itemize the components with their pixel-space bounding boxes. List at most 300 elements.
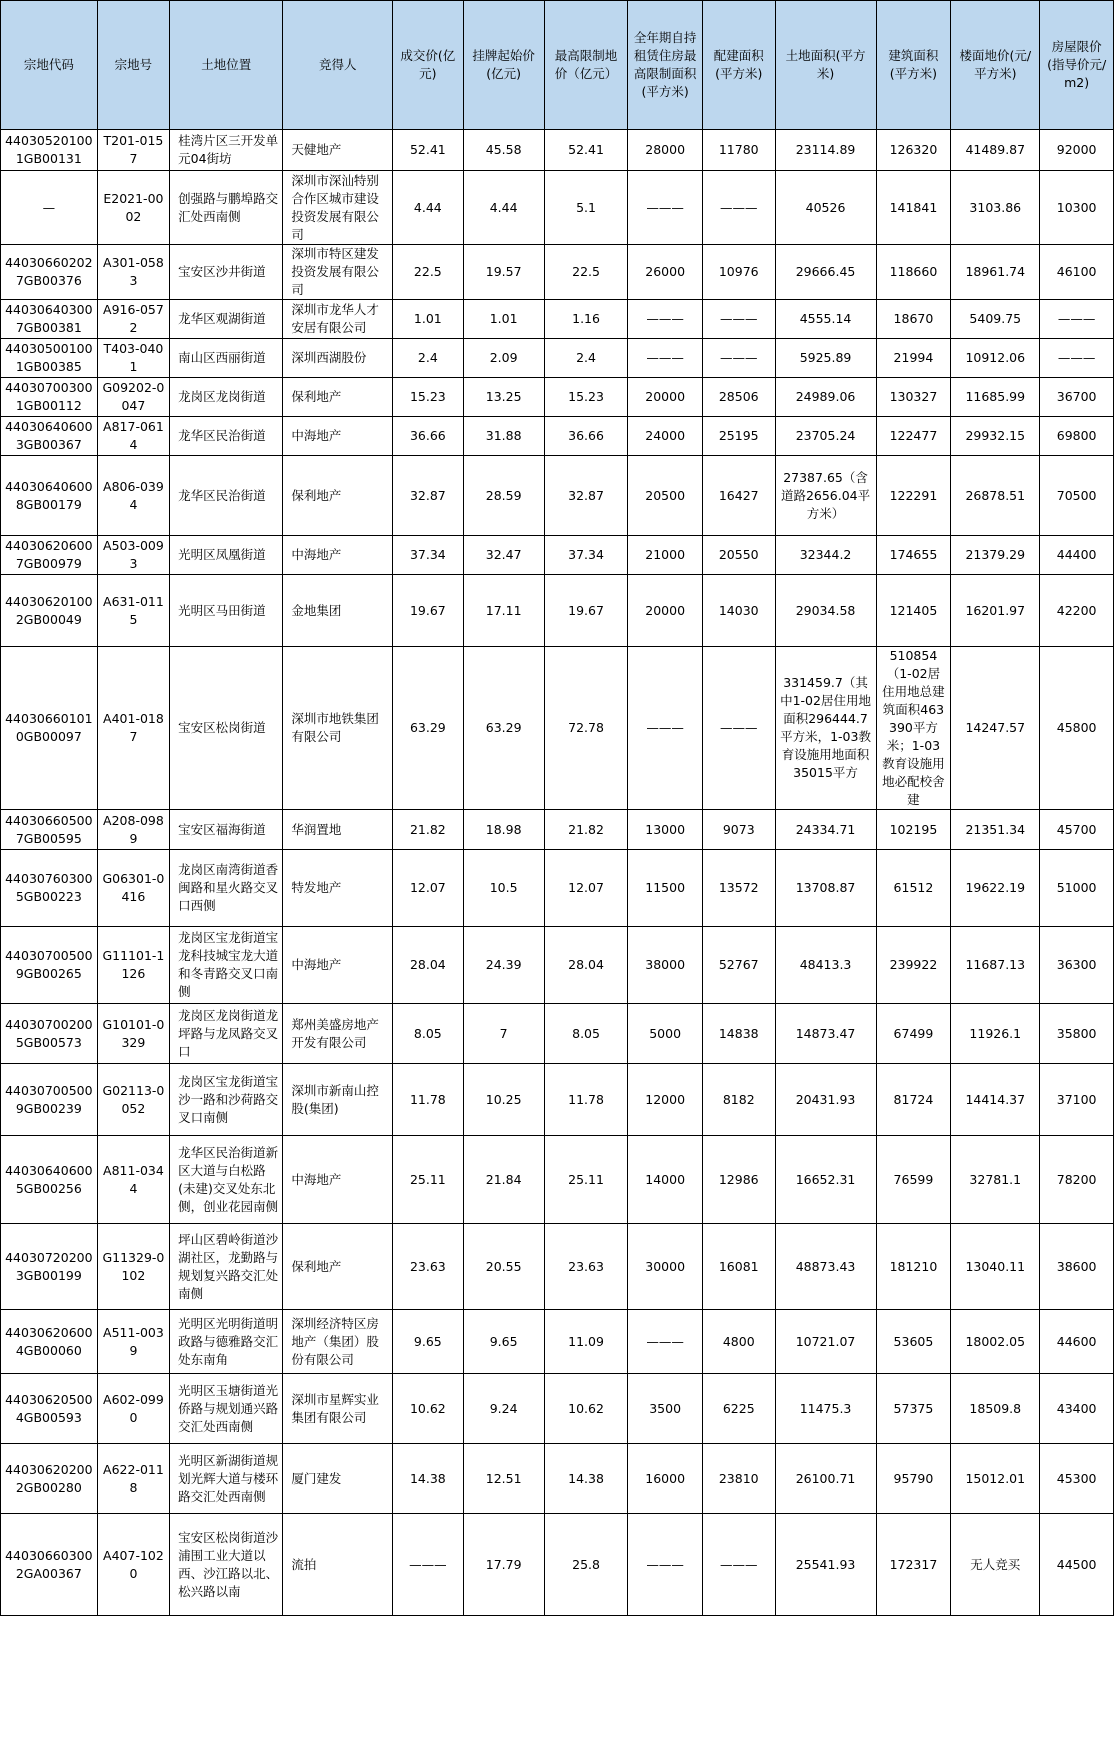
table-cell: 26000 (628, 245, 703, 300)
table-cell: 20.55 (463, 1224, 544, 1310)
table-cell: 20000 (628, 575, 703, 647)
table-cell: 35800 (1040, 1004, 1114, 1064)
table-cell: 3103.86 (951, 171, 1040, 245)
table-row (1, 378, 1114, 417)
table-cell: 15.23 (393, 378, 463, 417)
table-cell: ——— (703, 647, 776, 810)
table-cell: 宝安区福海街道 (170, 810, 283, 850)
table-cell: 龙华区民治街道 (170, 456, 283, 536)
table-cell: ——— (1040, 339, 1114, 378)
table-cell: 13.25 (463, 378, 544, 417)
table-cell: 19.57 (463, 245, 544, 300)
table-cell: 13040.11 (951, 1224, 1040, 1310)
table-cell: 深圳市新南山控股(集团) (283, 1064, 393, 1136)
table-cell: 10.62 (393, 1374, 463, 1444)
table-cell: 14414.37 (951, 1064, 1040, 1136)
table-cell: 10976 (703, 245, 776, 300)
table-cell: 440307003001GB00112 (1, 378, 98, 417)
table-cell: T403-0401 (97, 339, 170, 378)
table-cell: 华润置地 (283, 810, 393, 850)
table-cell: 中海地产 (283, 1136, 393, 1224)
table-cell: 深圳西湖股份 (283, 339, 393, 378)
table-cell: 81724 (876, 1064, 951, 1136)
table-cell: 9.65 (393, 1310, 463, 1374)
table-cell: 龙岗区宝龙街道宝沙一路和沙荷路交叉口南侧 (170, 1064, 283, 1136)
column-header: 最高限制地价（亿元） (544, 1, 628, 130)
table-cell: A511-0039 (97, 1310, 170, 1374)
table-cell: 深圳市深汕特别合作区城市建设投资发展有限公司 (283, 171, 393, 245)
table-cell: 52.41 (393, 130, 463, 171)
table-cell: 25541.93 (775, 1514, 876, 1616)
table-cell: 21994 (876, 339, 951, 378)
table-cell: 25.8 (544, 1514, 628, 1616)
table-cell: 18670 (876, 300, 951, 339)
table-cell: 10.62 (544, 1374, 628, 1444)
table-cell: 36700 (1040, 378, 1114, 417)
table-body (1, 130, 1114, 1616)
column-header: 全年期自持租赁住房最高限制面积(平方米) (628, 1, 703, 130)
table-cell: 14000 (628, 1136, 703, 1224)
table-cell: 38600 (1040, 1224, 1114, 1310)
table-cell: 18.98 (463, 810, 544, 850)
table-cell: 37100 (1040, 1064, 1114, 1136)
table-cell: 深圳市星辉实业集团有限公司 (283, 1374, 393, 1444)
table-cell: 5000 (628, 1004, 703, 1064)
table-cell: G02113-0052 (97, 1064, 170, 1136)
table-cell: 25.11 (544, 1136, 628, 1224)
table-cell: 57375 (876, 1374, 951, 1444)
table-cell: 51000 (1040, 850, 1114, 927)
table-cell: 21000 (628, 536, 703, 575)
table-cell: 67499 (876, 1004, 951, 1064)
table-cell: 76599 (876, 1136, 951, 1224)
table-cell: 2.09 (463, 339, 544, 378)
table-cell: 光明区凤凰街道 (170, 536, 283, 575)
table-cell: 45800 (1040, 647, 1114, 810)
table-cell: 24989.06 (775, 378, 876, 417)
table-cell: ——— (703, 339, 776, 378)
table-cell: 37.34 (544, 536, 628, 575)
table-cell: 保利地产 (283, 1224, 393, 1310)
table-cell: 10721.07 (775, 1310, 876, 1374)
table-cell: 9.65 (463, 1310, 544, 1374)
table-cell: 63.29 (393, 647, 463, 810)
table-cell: 9073 (703, 810, 776, 850)
table-cell: 4.44 (393, 171, 463, 245)
table-row (1, 130, 1114, 171)
table-cell: 19622.19 (951, 850, 1040, 927)
table-cell: 深圳市特区建发投资发展有限公司 (283, 245, 393, 300)
table-cell: 28506 (703, 378, 776, 417)
table-cell: 11.78 (393, 1064, 463, 1136)
table-cell: 12.51 (463, 1444, 544, 1514)
table-cell: 14.38 (544, 1444, 628, 1514)
table-cell: 12.07 (393, 850, 463, 927)
table-cell: 11687.13 (951, 927, 1040, 1004)
table-cell: ——— (628, 300, 703, 339)
table-cell: 保利地产 (283, 378, 393, 417)
table-cell: 光明区马田街道 (170, 575, 283, 647)
table-cell: ——— (393, 1514, 463, 1616)
table-cell: 光明区光明街道明政路与德雅路交汇处东南角 (170, 1310, 283, 1374)
table-cell: 龙岗区龙岗街道 (170, 378, 283, 417)
table-row (1, 575, 1114, 647)
table-cell: 10.25 (463, 1064, 544, 1136)
table-cell: 40526 (775, 171, 876, 245)
table-cell: 52767 (703, 927, 776, 1004)
table-cell: 31.88 (463, 417, 544, 456)
table-cell: 44600 (1040, 1310, 1114, 1374)
table-cell: 南山区西丽街道 (170, 339, 283, 378)
column-header: 楼面地价(元/平方米) (951, 1, 1040, 130)
column-header: 宗地代码 (1, 1, 98, 130)
table-cell: 特发地产 (283, 850, 393, 927)
table-cell: 5409.75 (951, 300, 1040, 339)
table-row (1, 1444, 1114, 1514)
column-header: 土地面积(平方米) (775, 1, 876, 130)
table-cell: 29932.15 (951, 417, 1040, 456)
table-cell: 440306406008GB00179 (1, 456, 98, 536)
table-cell: 坪山区碧岭街道沙湖社区，龙勤路与规划复兴路交汇处南侧 (170, 1224, 283, 1310)
table-cell: 440307002005GB00573 (1, 1004, 98, 1064)
table-cell: A407-1020 (97, 1514, 170, 1616)
table-cell: 118660 (876, 245, 951, 300)
table-cell: 70500 (1040, 456, 1114, 536)
table-cell: 32.87 (393, 456, 463, 536)
table-cell: 深圳市龙华人才安居有限公司 (283, 300, 393, 339)
table-cell: 239922 (876, 927, 951, 1004)
table-cell: 126320 (876, 130, 951, 171)
table-cell: A811-0344 (97, 1136, 170, 1224)
table-cell: 16427 (703, 456, 776, 536)
table-cell: 4.44 (463, 171, 544, 245)
table-cell: 保利地产 (283, 456, 393, 536)
table-cell: 22.5 (544, 245, 628, 300)
table-cell: 26878.51 (951, 456, 1040, 536)
table-cell: 6225 (703, 1374, 776, 1444)
table-cell: 41489.87 (951, 130, 1040, 171)
table-cell: ——— (1040, 300, 1114, 339)
table-cell: 102195 (876, 810, 951, 850)
table-cell: 8.05 (393, 1004, 463, 1064)
table-cell: 17.79 (463, 1514, 544, 1616)
column-header: 房屋限价(指导价元/m2) (1040, 1, 1114, 130)
table-cell: 5.1 (544, 171, 628, 245)
table-cell: 1.01 (393, 300, 463, 339)
table-cell: 11500 (628, 850, 703, 927)
table-cell: 7 (463, 1004, 544, 1064)
table-cell: 10.5 (463, 850, 544, 927)
table-cell: G11329-0102 (97, 1224, 170, 1310)
table-cell: A916-0572 (97, 300, 170, 339)
table-cell: ——— (703, 1514, 776, 1616)
table-cell: A208-0989 (97, 810, 170, 850)
table-cell: 440306406003GB00367 (1, 417, 98, 456)
table-cell: 龙岗区宝龙街道宝龙科技城宝龙大道和冬青路交叉口南侧 (170, 927, 283, 1004)
table-cell: 深圳市地铁集团有限公司 (283, 647, 393, 810)
table-cell: A806-0394 (97, 456, 170, 536)
table-cell: 16081 (703, 1224, 776, 1310)
table-cell: 69800 (1040, 417, 1114, 456)
table-cell: 440306603002GA00367 (1, 1514, 98, 1616)
table-row (1, 171, 1114, 245)
table-cell: A602-0990 (97, 1374, 170, 1444)
table-cell: A631-0115 (97, 575, 170, 647)
table-cell: 1.01 (463, 300, 544, 339)
table-cell: 440306601010GB00097 (1, 647, 98, 810)
table-row (1, 536, 1114, 575)
table-cell: 28000 (628, 130, 703, 171)
table-cell: 厦门建发 (283, 1444, 393, 1514)
table-cell: 72.78 (544, 647, 628, 810)
table-row (1, 1310, 1114, 1374)
table-row (1, 850, 1114, 927)
table-cell: 18509.8 (951, 1374, 1040, 1444)
table-cell: ——— (628, 339, 703, 378)
table-cell: 22.5 (393, 245, 463, 300)
table-cell: 14.38 (393, 1444, 463, 1514)
table-cell: 28.04 (393, 927, 463, 1004)
table-cell: 440306206007GB00979 (1, 536, 98, 575)
table-row (1, 1136, 1114, 1224)
table-cell: 48873.43 (775, 1224, 876, 1310)
table-cell: 15012.01 (951, 1444, 1040, 1514)
table-cell: 21379.29 (951, 536, 1040, 575)
table-cell: 28.04 (544, 927, 628, 1004)
table-cell: 38000 (628, 927, 703, 1004)
table-cell: 44500 (1040, 1514, 1114, 1616)
table-cell: 510854（1-02居住用地总建筑面积463390平方米；1-03教育设施用地必配校舍建 (876, 647, 951, 810)
table-cell: 440305201001GB00131 (1, 130, 98, 171)
table-cell: 27387.65（含道路2656.04平方米） (775, 456, 876, 536)
table-cell: 440306403007GB00381 (1, 300, 98, 339)
table-cell: 172317 (876, 1514, 951, 1616)
table-cell: 龙华区民治街道新区大道与白松路(未建)交叉处东北侧，创业花园南侧 (170, 1136, 283, 1224)
table-cell: 29034.58 (775, 575, 876, 647)
table-cell: 121405 (876, 575, 951, 647)
table-row (1, 1374, 1114, 1444)
table-cell: 20500 (628, 456, 703, 536)
table-cell: ——— (703, 171, 776, 245)
table-cell: 181210 (876, 1224, 951, 1310)
table-cell: 宝安区松岗街道 (170, 647, 283, 810)
table-cell: 桂湾片区三开发单元04街坊 (170, 130, 283, 171)
table-cell: 440306602027GB00376 (1, 245, 98, 300)
table-cell: 11926.1 (951, 1004, 1040, 1064)
table-cell: 12000 (628, 1064, 703, 1136)
table-cell: 32781.1 (951, 1136, 1040, 1224)
table-cell: 331459.7（其中1-02居住用地面积296444.7平方米，1-03教育设施用地面积35015平方 (775, 647, 876, 810)
table-cell: 中海地产 (283, 417, 393, 456)
table-cell: A301-0583 (97, 245, 170, 300)
table-cell: 36300 (1040, 927, 1114, 1004)
table-cell: 2.4 (393, 339, 463, 378)
column-header: 配建面积(平方米) (703, 1, 776, 130)
table-cell: G11101-1126 (97, 927, 170, 1004)
table-cell: 92000 (1040, 130, 1114, 171)
column-header: 宗地号 (97, 1, 170, 130)
table-cell: 37.34 (393, 536, 463, 575)
table-cell: 12986 (703, 1136, 776, 1224)
table-cell: 45.58 (463, 130, 544, 171)
table-cell: 78200 (1040, 1136, 1114, 1224)
table-cell: 中海地产 (283, 927, 393, 1004)
table-cell: 光明区玉塘街道光侨路与规划通兴路交汇处西南侧 (170, 1374, 283, 1444)
table-cell: 2.4 (544, 339, 628, 378)
table-cell: 金地集团 (283, 575, 393, 647)
table-cell: 25.11 (393, 1136, 463, 1224)
table-cell: 15.23 (544, 378, 628, 417)
table-cell: 23.63 (544, 1224, 628, 1310)
table-cell: 26100.71 (775, 1444, 876, 1514)
table-cell: 28.59 (463, 456, 544, 536)
table-cell: 8.05 (544, 1004, 628, 1064)
table-cell: 141841 (876, 171, 951, 245)
table-cell: E2021-0002 (97, 171, 170, 245)
table-row (1, 810, 1114, 850)
table-cell: 18002.05 (951, 1310, 1040, 1374)
table-cell: 53605 (876, 1310, 951, 1374)
table-cell: 30000 (628, 1224, 703, 1310)
table-cell: 44400 (1040, 536, 1114, 575)
table-cell: 17.11 (463, 575, 544, 647)
table-cell: 12.07 (544, 850, 628, 927)
table-cell: 45700 (1040, 810, 1114, 850)
table-cell: 11.78 (544, 1064, 628, 1136)
table-row (1, 1064, 1114, 1136)
table-cell: 440306201002GB00049 (1, 575, 98, 647)
table-cell: 61512 (876, 850, 951, 927)
table-cell: 32.47 (463, 536, 544, 575)
table-row (1, 927, 1114, 1004)
table-cell: 10300 (1040, 171, 1114, 245)
table-cell: 440307005009GB00265 (1, 927, 98, 1004)
table-cell: 13708.87 (775, 850, 876, 927)
table-cell: 36.66 (544, 417, 628, 456)
table-cell: 9.24 (463, 1374, 544, 1444)
table-row (1, 1004, 1114, 1064)
table-cell: 4800 (703, 1310, 776, 1374)
table-cell: 13000 (628, 810, 703, 850)
table-cell: 光明区新湖街道规划光辉大道与楼环路交汇处西南侧 (170, 1444, 283, 1514)
table-cell: 11685.99 (951, 378, 1040, 417)
table-cell: 63.29 (463, 647, 544, 810)
table-cell: 14873.47 (775, 1004, 876, 1064)
table-cell: 1.16 (544, 300, 628, 339)
table-cell: ——— (628, 1514, 703, 1616)
table-cell: 52.41 (544, 130, 628, 171)
table-cell: 天健地产 (283, 130, 393, 171)
table-cell: 宝安区沙井街道 (170, 245, 283, 300)
table-cell: A503-0093 (97, 536, 170, 575)
table-cell: ——— (628, 171, 703, 245)
table-cell: 174655 (876, 536, 951, 575)
table-cell: 16000 (628, 1444, 703, 1514)
table-cell: 48413.3 (775, 927, 876, 1004)
table-cell: 21351.34 (951, 810, 1040, 850)
table-cell: 42200 (1040, 575, 1114, 647)
table-cell: 21.82 (393, 810, 463, 850)
table-cell: 24000 (628, 417, 703, 456)
table-cell: 14030 (703, 575, 776, 647)
table-cell: A622-0118 (97, 1444, 170, 1514)
table-cell: 24.39 (463, 927, 544, 1004)
table-cell: 36.66 (393, 417, 463, 456)
table-cell: 440306206004GB00060 (1, 1310, 98, 1374)
table-cell: 14838 (703, 1004, 776, 1064)
table-cell: 龙华区民治街道 (170, 417, 283, 456)
table-cell: 440307005009GB00239 (1, 1064, 98, 1136)
table-cell: 深圳经济特区房地产（集团）股份有限公司 (283, 1310, 393, 1374)
table-cell: 19.67 (544, 575, 628, 647)
table-cell: 郑州美盛房地产开发有限公司 (283, 1004, 393, 1064)
table-cell: 19.67 (393, 575, 463, 647)
table-row (1, 647, 1114, 810)
table-cell: 16201.97 (951, 575, 1040, 647)
table-cell: 龙岗区龙岗街道龙坪路与龙凤路交叉口 (170, 1004, 283, 1064)
table-cell: 3500 (628, 1374, 703, 1444)
table-cell: 45300 (1040, 1444, 1114, 1514)
table-cell: 11780 (703, 130, 776, 171)
table-cell: A401-0187 (97, 647, 170, 810)
table-cell: 流拍 (283, 1514, 393, 1616)
table-cell: G10101-0329 (97, 1004, 170, 1064)
table-cell: 11.09 (544, 1310, 628, 1374)
table-cell: 21.84 (463, 1136, 544, 1224)
column-header: 竞得人 (283, 1, 393, 130)
table-cell: 440306205004GB00593 (1, 1374, 98, 1444)
table-cell: 中海地产 (283, 536, 393, 575)
table-row (1, 300, 1114, 339)
table-row (1, 1514, 1114, 1616)
table-cell: 龙岗区南湾街道香闽路和星火路交叉口西侧 (170, 850, 283, 927)
table-cell: 18961.74 (951, 245, 1040, 300)
table-cell: 440306406005GB00256 (1, 1136, 98, 1224)
table-cell: — (1, 171, 98, 245)
column-header: 建筑面积(平方米) (876, 1, 951, 130)
table-cell: 14247.57 (951, 647, 1040, 810)
table-cell: 20000 (628, 378, 703, 417)
table-cell: 440305001001GB00385 (1, 339, 98, 378)
table-cell: 5925.89 (775, 339, 876, 378)
table-cell: 11475.3 (775, 1374, 876, 1444)
table-cell: 29666.45 (775, 245, 876, 300)
table-cell: 46100 (1040, 245, 1114, 300)
table-cell: 122291 (876, 456, 951, 536)
table-cell: 24334.71 (775, 810, 876, 850)
table-cell: ——— (628, 1310, 703, 1374)
table-cell: 440306202002GB00280 (1, 1444, 98, 1514)
table-cell: 无人竞买 (951, 1514, 1040, 1616)
table-cell: 23705.24 (775, 417, 876, 456)
table-cell: 10912.06 (951, 339, 1040, 378)
table-cell: 32344.2 (775, 536, 876, 575)
table-cell: ——— (628, 647, 703, 810)
table-row (1, 245, 1114, 300)
table-cell: A817-0614 (97, 417, 170, 456)
table-cell: 23810 (703, 1444, 776, 1514)
table-cell: 95790 (876, 1444, 951, 1514)
table-cell: 20550 (703, 536, 776, 575)
column-header: 挂牌起始价(亿元) (463, 1, 544, 130)
column-header: 成交价(亿元) (393, 1, 463, 130)
table-cell: 8182 (703, 1064, 776, 1136)
table-cell: 23114.89 (775, 130, 876, 171)
table-row (1, 456, 1114, 536)
table-cell: 4555.14 (775, 300, 876, 339)
table-cell: 23.63 (393, 1224, 463, 1310)
table-row (1, 417, 1114, 456)
